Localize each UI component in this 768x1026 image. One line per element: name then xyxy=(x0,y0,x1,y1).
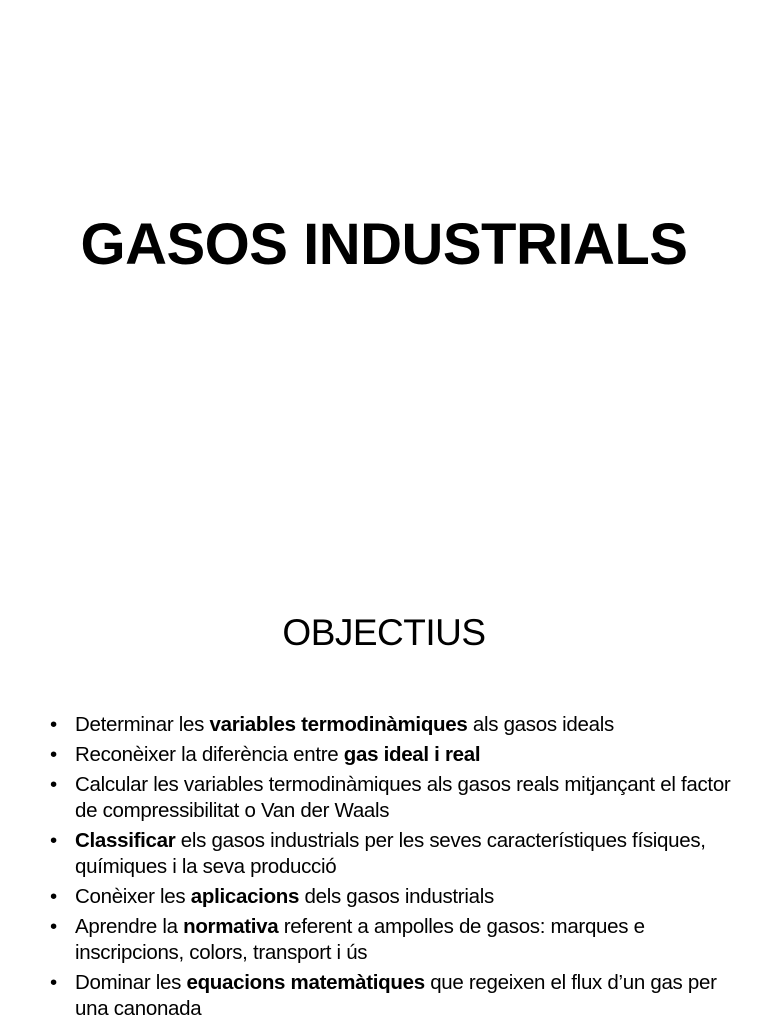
section-heading: OBJECTIUS xyxy=(282,612,486,653)
objective-bold: gas ideal i real xyxy=(343,743,481,766)
objective-bold: normativa xyxy=(183,915,279,938)
objective-text: Aprendre la xyxy=(75,915,184,938)
bullet-icon: • xyxy=(50,773,57,796)
objective-text: als gasos ideals xyxy=(467,713,614,736)
objective-item xyxy=(48,884,738,910)
objective-text: Conèixer les xyxy=(75,885,191,908)
objective-bold: aplicacions xyxy=(190,885,300,908)
slide-title: GASOS INDUSTRIALS xyxy=(80,212,688,277)
objective-text: Dominar les xyxy=(75,971,187,994)
objective-item xyxy=(48,970,738,1022)
bullet-icon: • xyxy=(50,971,57,994)
objective-item xyxy=(48,742,738,768)
objective-text: que regeixen el flux d’un gas per una canonada xyxy=(75,971,717,1020)
bullet-icon: • xyxy=(50,829,57,852)
objectives-list xyxy=(48,712,738,1026)
objective-item xyxy=(48,772,738,824)
objective-text: Reconèixer la diferència entre xyxy=(75,743,344,766)
objective-bold: variables termodinàmiques xyxy=(209,713,468,736)
objective-item xyxy=(48,914,738,966)
bullet-icon: • xyxy=(50,743,57,766)
objective-item xyxy=(48,712,738,738)
objective-text: dels gasos industrials xyxy=(299,885,494,908)
bullet-icon: • xyxy=(50,713,57,736)
objective-bold: Classificar xyxy=(75,829,176,852)
objective-text: Determinar les xyxy=(75,713,210,736)
bullet-icon: • xyxy=(50,885,57,908)
objective-bold: equacions matemàtiques xyxy=(186,971,425,994)
objective-text: referent a ampolles de gasos: marques e inscripcions, colors, transport i ús xyxy=(75,915,645,964)
objective-text: els gasos industrials per les seves característiques físiques, químiques i la seva producció xyxy=(75,829,706,878)
objective-item xyxy=(48,828,738,880)
objective-text: Calcular les variables termodinàmiques als gasos reals mitjançant el factor de compressibilitat o Van der Waals xyxy=(75,773,731,822)
bullet-icon: • xyxy=(50,915,57,938)
